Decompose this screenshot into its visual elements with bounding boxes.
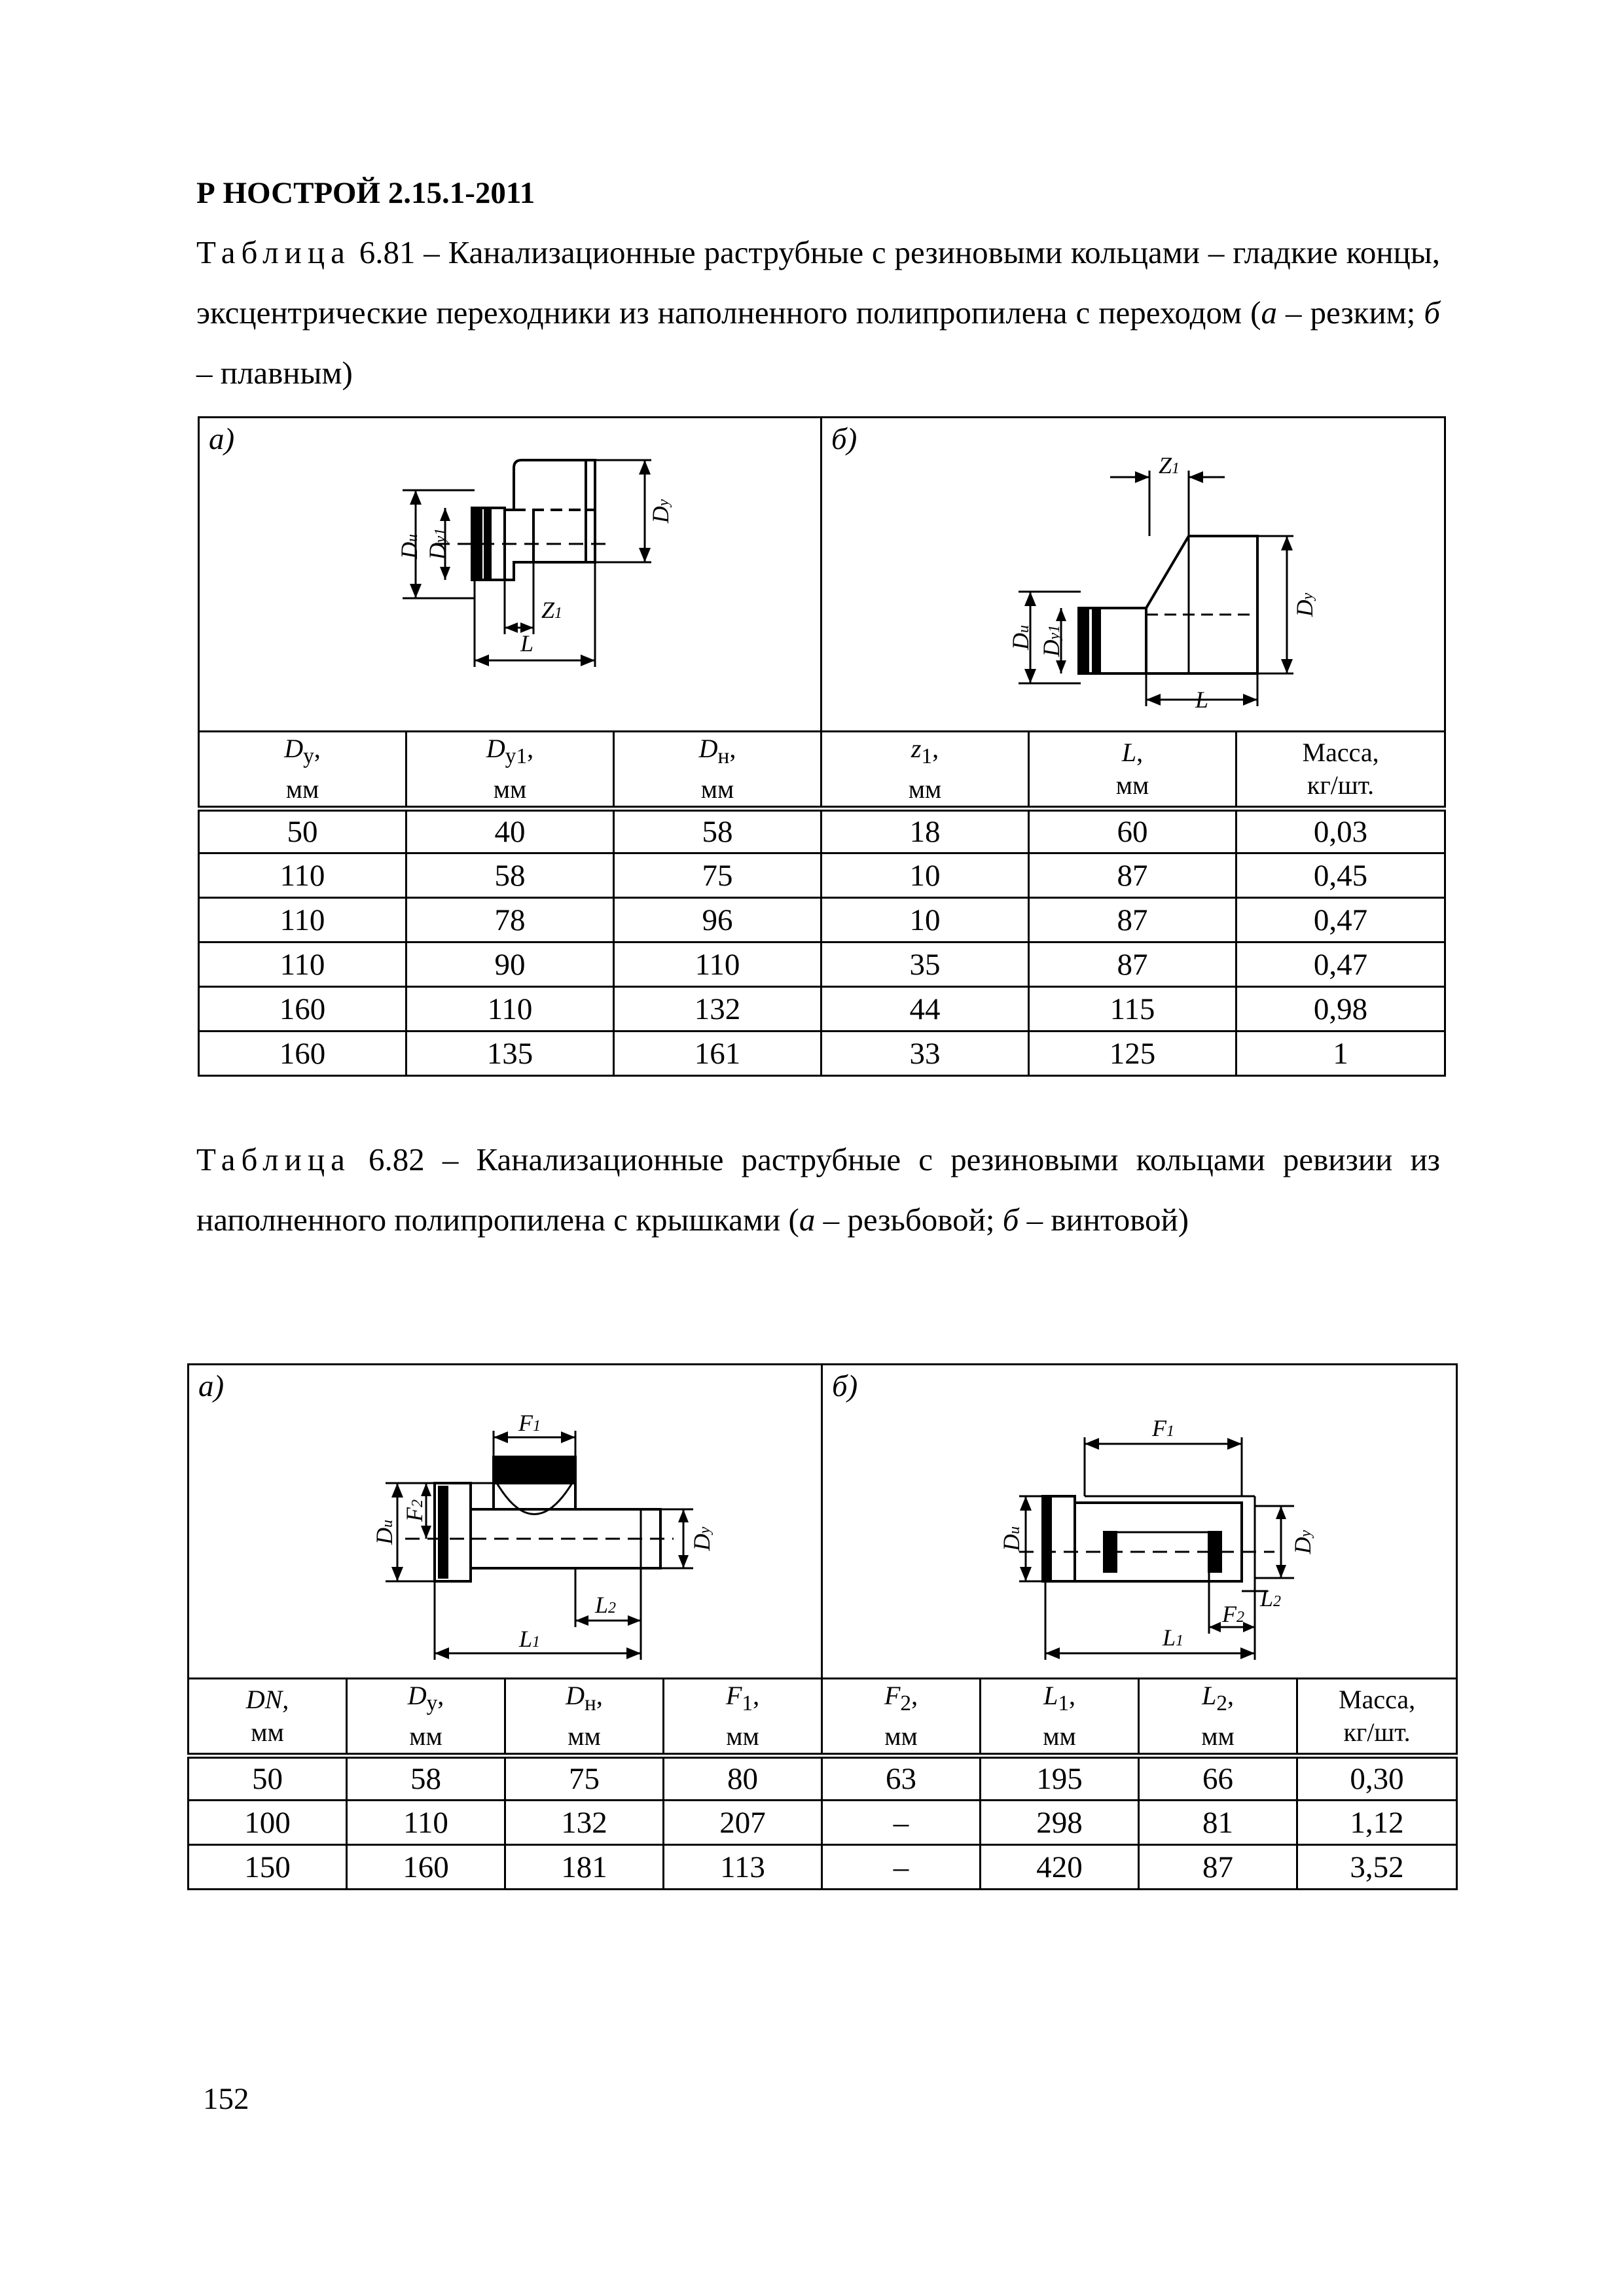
column-header: $z_1$, мм [821, 732, 1029, 809]
table-cell: 110 [199, 942, 406, 987]
table-cell: 100 [189, 1801, 347, 1845]
table-cell: 63 [822, 1756, 981, 1801]
caption-variant-a: а [1261, 295, 1277, 331]
table-cell: 33 [821, 1031, 1029, 1076]
table-cell: 66 [1139, 1756, 1297, 1801]
dy-label: Dy [1291, 592, 1318, 617]
du-label: Du [371, 1520, 397, 1545]
table-cell: 80 [664, 1756, 822, 1801]
column-header: $L_1$, мм [981, 1679, 1139, 1756]
table-cell: 0,47 [1236, 898, 1445, 942]
table-cell: 160 [199, 1031, 406, 1076]
figure-a-cell [189, 1365, 822, 1679]
table-6-81-body [199, 809, 1445, 1076]
table-6-82-caption [196, 1130, 1440, 1250]
table-cell: 110 [199, 853, 406, 898]
revision-screw-cap-drawing [823, 1365, 1458, 1679]
f1-label: F1 [1152, 1415, 1175, 1441]
table-cell: 35 [821, 942, 1029, 987]
table-cell: 1,12 [1297, 1801, 1457, 1845]
caption-label: Таблица [196, 234, 351, 270]
table-cell: 90 [406, 942, 614, 987]
table-row [199, 1031, 1445, 1076]
table-row [189, 1845, 1457, 1890]
l2-label: L2 [1260, 1585, 1282, 1611]
table-6-81-caption [196, 223, 1440, 403]
table-cell: 96 [614, 898, 821, 942]
caption-variant-b: б [1424, 295, 1440, 331]
table-cell: 87 [1029, 942, 1236, 987]
table-cell: 125 [1029, 1031, 1236, 1076]
du-label: Du [998, 1526, 1025, 1551]
table-cell: 44 [821, 987, 1029, 1031]
table-cell: 58 [347, 1756, 505, 1801]
table-cell: 50 [199, 809, 406, 853]
table-cell: 181 [505, 1845, 664, 1890]
figure-a-label: а) [209, 422, 235, 456]
table-row [199, 942, 1445, 987]
table-cell: 58 [406, 853, 614, 898]
table-6-82 [187, 1363, 1458, 1890]
f2-label: F2 [401, 1499, 427, 1522]
table-cell: 110 [347, 1801, 505, 1845]
cap-thread [494, 1457, 575, 1483]
caption-text: – плавным) [196, 355, 353, 391]
column-header: L, мм [1029, 732, 1236, 809]
table-row [189, 1801, 1457, 1845]
column-header: $L_2$, мм [1139, 1679, 1297, 1756]
figure-a-label: а) [198, 1369, 225, 1403]
table-row [199, 987, 1445, 1031]
sealing-ring [472, 508, 481, 580]
table-cell: 0,98 [1236, 987, 1445, 1031]
table-cell: 115 [1029, 987, 1236, 1031]
table-cell: 160 [347, 1845, 505, 1890]
eccentric-reducer-sharp-drawing [200, 418, 822, 732]
table-cell: 298 [981, 1801, 1139, 1845]
f1-label: F1 [518, 1410, 541, 1436]
table-cell: 160 [199, 987, 406, 1031]
l1-label: L1 [1163, 1624, 1184, 1651]
table-cell: 87 [1029, 853, 1236, 898]
figure-b-cell [822, 1365, 1457, 1679]
dy1-label: Dy1 [424, 528, 450, 560]
dy-label: Dy [689, 1526, 715, 1551]
caption-variant-a: а [799, 1202, 816, 1238]
table-cell: 420 [981, 1845, 1139, 1890]
l1-label: L1 [518, 1626, 541, 1652]
table-cell: 40 [406, 809, 614, 853]
table-cell: 58 [614, 809, 821, 853]
table-row [199, 853, 1445, 898]
table-cell: 195 [981, 1756, 1139, 1801]
table-cell: 113 [664, 1845, 822, 1890]
l2-label: L2 [595, 1592, 617, 1618]
z1-label: Z1 [541, 597, 563, 623]
table-cell: 50 [189, 1756, 347, 1801]
caption-number: 6.81 [359, 234, 416, 270]
column-header: $D_н$, мм [614, 732, 821, 809]
column-header: $F_2$, мм [822, 1679, 981, 1756]
du-label: Du [396, 534, 422, 559]
figure-b-cell [821, 418, 1445, 732]
table-row [199, 898, 1445, 942]
du-label: Du [1007, 625, 1034, 650]
column-header: $D_у$, мм [347, 1679, 505, 1756]
table-cell: 0,45 [1236, 853, 1445, 898]
f2-label: F2 [1222, 1601, 1245, 1627]
column-header: Масса, кг/шт. [1297, 1679, 1457, 1756]
table-cell: 75 [614, 853, 821, 898]
table-6-81 [198, 416, 1446, 1077]
table-cell: 75 [505, 1756, 664, 1801]
column-header: $D_у$, мм [199, 732, 406, 809]
table-cell: 1 [1236, 1031, 1445, 1076]
table-cell: 110 [199, 898, 406, 942]
table-cell: 207 [664, 1801, 822, 1845]
figure-b-label: б) [832, 1369, 858, 1403]
table-cell: 18 [821, 809, 1029, 853]
column-header: DN, мм [189, 1679, 347, 1756]
table-cell: – [822, 1845, 981, 1890]
dy1-label: Dy1 [1038, 624, 1065, 657]
caption-text: – резким; [1276, 295, 1424, 331]
table-cell: 3,52 [1297, 1845, 1457, 1890]
socket-body [505, 460, 595, 580]
spigot-body [1081, 608, 1146, 673]
table-6-82-body [189, 1756, 1457, 1890]
transition-body [1146, 536, 1257, 673]
table-cell: 110 [406, 987, 614, 1031]
table-cell: 132 [614, 987, 821, 1031]
figure-b-label: б) [831, 422, 857, 456]
table-cell: 78 [406, 898, 614, 942]
document-code: Р НОСТРОЙ 2.15.1-2011 [196, 176, 535, 210]
page-number: 152 [203, 2082, 249, 2116]
column-header: $F_1$, мм [664, 1679, 822, 1756]
sealing-ring [1093, 608, 1100, 673]
table-cell: 87 [1139, 1845, 1297, 1890]
table-cell: 135 [406, 1031, 614, 1076]
l-label: L [1195, 687, 1209, 713]
column-header: $D_{у1}$, мм [406, 732, 614, 809]
table-cell: 150 [189, 1845, 347, 1890]
caption-variant-b: б [1002, 1202, 1019, 1238]
caption-number: 6.82 [368, 1141, 425, 1177]
table-cell: 132 [505, 1801, 664, 1845]
column-header: Масса, кг/шт. [1236, 732, 1445, 809]
eccentric-reducer-smooth-drawing [822, 418, 1446, 732]
table-cell: 60 [1029, 809, 1236, 853]
table-cell: 10 [821, 853, 1029, 898]
table-cell: 0,03 [1236, 809, 1445, 853]
caption-text: – винтовой) [1019, 1202, 1189, 1238]
z1-label: Z1 [1159, 452, 1180, 478]
table-cell: 110 [614, 942, 821, 987]
caption-text: – Канализационные раструбные с резиновыми кольцами – гладкие концы, эксцентрические переходники из наполненного полипропилена с переходом ( [196, 234, 1441, 331]
dy-label: Dy [647, 499, 674, 524]
dy-label: Dy [1290, 1530, 1316, 1554]
caption-label: Таблица [196, 1141, 351, 1177]
table-cell: 81 [1139, 1801, 1297, 1845]
table-cell: 161 [614, 1031, 821, 1076]
table-cell: 87 [1029, 898, 1236, 942]
table-cell: 10 [821, 898, 1029, 942]
sealing-ring [1043, 1496, 1051, 1581]
column-header: $D_н$, мм [505, 1679, 664, 1756]
caption-text: – Канализационные раструбные с резиновыми кольцами ревизии из наполненного полипропилена с крышками ( [196, 1141, 1441, 1238]
caption-text: – резьбовой; [815, 1202, 1003, 1238]
figure-a-cell [199, 418, 821, 732]
sealing-ring [439, 1487, 447, 1577]
table-row [189, 1756, 1457, 1801]
sealing-ring [1079, 608, 1088, 673]
table-cell: 0,47 [1236, 942, 1445, 987]
table-row [199, 809, 1445, 853]
table-cell: 0,30 [1297, 1756, 1457, 1801]
l-label: L [520, 630, 534, 656]
table-cell: – [822, 1801, 981, 1845]
revision-threaded-cap-drawing [189, 1365, 823, 1679]
